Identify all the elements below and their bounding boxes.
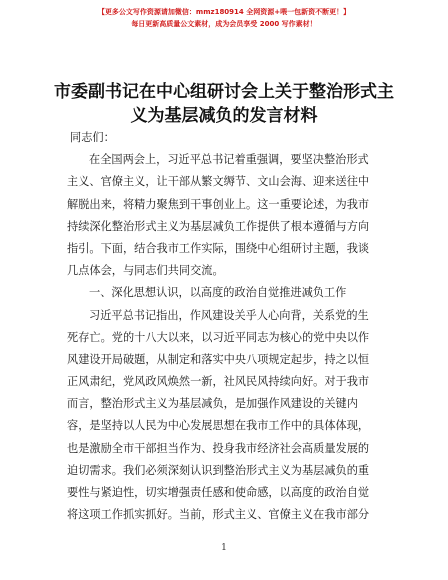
body-line: 持续深化整治形式主义为基层减负工作提供了根本遵循与方向 xyxy=(67,219,370,233)
body-line: 风建设开局破题，从制定和落实中央八项规定起步，持之以恒 xyxy=(67,352,370,366)
title-line: 市委副书记在中心组研讨会上关于整治形式主 xyxy=(54,82,394,102)
salutation: 同志们： xyxy=(70,131,115,144)
banner-line-2: 每日更新高质量公文素材，成为会员享受 2000 写作素材！ xyxy=(131,20,317,28)
body-line: 解脱出来，将精力聚焦到干事创业上。这一重要论述，为我市 xyxy=(67,197,370,211)
document-title xyxy=(40,80,408,128)
banner-line-1: 【更多公文写作资源请加微信：mmz180914 全网资源+喂一包新资不断更！】 xyxy=(97,8,351,16)
body-line: 要性与紧迫性，切实增强责任感和使命感，以高度的政治自觉 xyxy=(67,486,370,499)
header-banner xyxy=(0,6,448,30)
title-line: 义为基层减负的发言材料 xyxy=(130,106,318,126)
body-line: 正风肃纪，党风政风焕然一新，社风民风持续向好。对于我市 xyxy=(67,375,370,389)
body-line: 几点体会，与同志们共同交流。 xyxy=(67,264,224,278)
body-line: 也是激励全市干部担当作为、投身我市经济社会高质量发展的 xyxy=(67,441,370,455)
body-line: 死存亡。党的十八大以来，以习近平同志为核心的党中央以作 xyxy=(67,330,370,344)
body-line: 习近平总书记指出，作风建设关乎人心向背，关系党的生 xyxy=(89,308,369,322)
body-line: 在全国两会上，习近平总书记着重强调，要坚决整治形式 xyxy=(89,153,369,167)
body-line: 主义、官僚主义，让干部从繁文缛节、文山会海、迎来送往中 xyxy=(67,175,370,189)
body-line: 指引。下面，结合我市工作实际，围绕中心组研讨主题，我谈 xyxy=(67,241,370,255)
body-line: 容，是坚持以人民为中心发展思想在我市工作中的具体体现， xyxy=(67,419,370,433)
page-number: 1 xyxy=(221,543,227,553)
document-body xyxy=(67,127,370,526)
body-line: 而言，整治形式主义为基层减负，是加强作风建设的关键内 xyxy=(67,397,358,411)
section-heading: 一、深化思想认识，以高度的政治自觉推进减负工作 xyxy=(89,286,347,300)
body-line: 迫切需求。我们必须深刻认识到整治形式主义为基层减负的重 xyxy=(67,463,370,477)
body-line: 将这项工作抓实抓好。当前，形式主义、官僚主义在我市部分 xyxy=(67,508,370,522)
